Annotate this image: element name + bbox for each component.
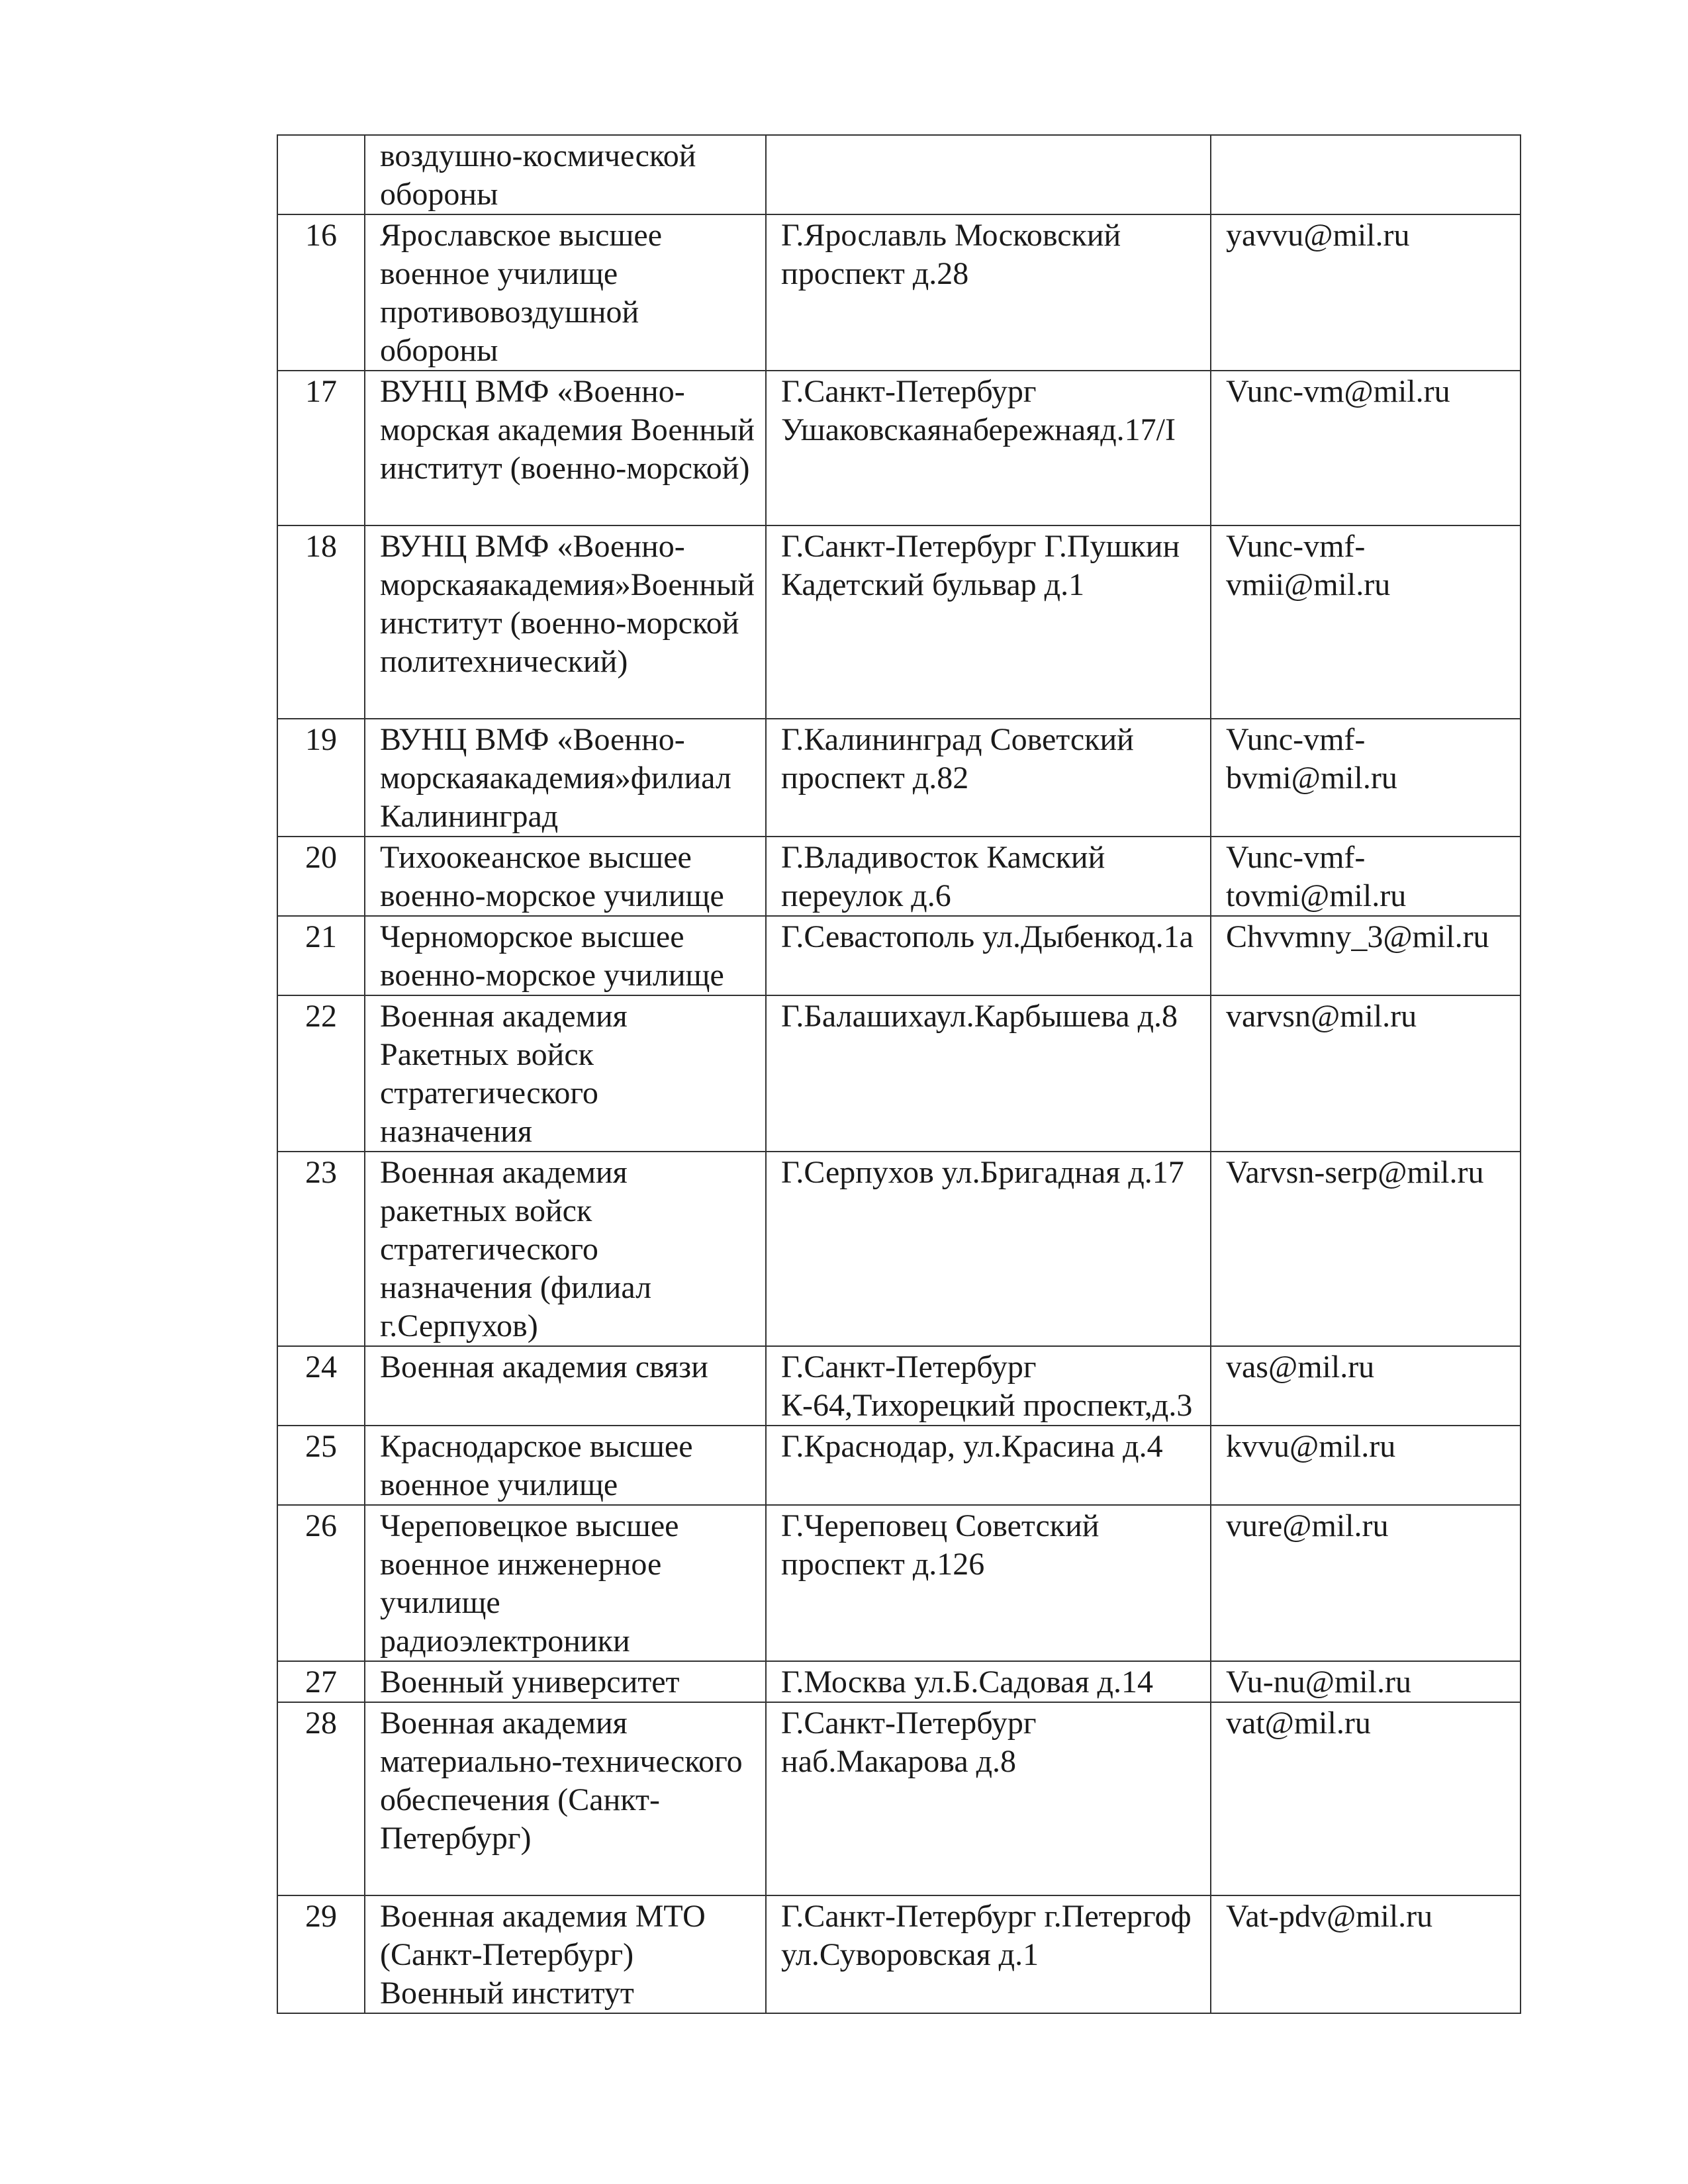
institution-address: Г.Владивосток Камский переулок д.6 [766, 837, 1211, 916]
institution-email: Vu-nu@mil.ru [1211, 1661, 1521, 1702]
institution-address: Г.Балашихаул.Карбышева д.8 [766, 995, 1211, 1152]
table-row [277, 719, 1521, 837]
institution-email [1211, 135, 1521, 214]
institution-address: Г.Санкт-Петербург Ушаковскаянабережнаяд.17/I [766, 371, 1211, 525]
institution-name: Военная академия ракетных войск стратегического назначения (филиал г.Серпухов) [365, 1152, 766, 1346]
table-row [277, 1152, 1521, 1346]
institution-address: Г.Санкт-Петербург К-64,Тихорецкий проспект,д.3 [766, 1346, 1211, 1426]
row-number: 17 [277, 371, 365, 525]
row-number: 25 [277, 1426, 365, 1505]
institution-email: vure@mil.ru [1211, 1505, 1521, 1661]
row-number: 18 [277, 525, 365, 719]
institution-address: Г.Ярославль Московский проспект д.28 [766, 214, 1211, 371]
table-row [277, 1661, 1521, 1702]
institution-name: Военная академия материально-технического обеспечения (Санкт-Петербург) [365, 1702, 766, 1895]
institution-name: Ярославское высшее военное училище противовоздушной обороны [365, 214, 766, 371]
institution-email: vat@mil.ru [1211, 1702, 1521, 1895]
institution-name: Тихоокеанское высшее военно-морское училище [365, 837, 766, 916]
institution-email: Vunc-vm@mil.ru [1211, 371, 1521, 525]
institution-name: Военная академия МТО (Санкт-Петербург) Военный институт [365, 1895, 766, 2013]
row-number [277, 135, 365, 214]
institution-address: Г.Краснодар, ул.Красина д.4 [766, 1426, 1211, 1505]
institution-name: ВУНЦ ВМФ «Военно-морскаяакадемия»Военный институт (военно-морской политехнический) [365, 525, 766, 719]
institution-address: Г.Череповец Советский проспект д.126 [766, 1505, 1211, 1661]
institution-name: Военная академия Ракетных войск стратегического назначения [365, 995, 766, 1152]
institution-name: Военный университет [365, 1661, 766, 1702]
institution-email: kvvu@mil.ru [1211, 1426, 1521, 1505]
table-row [277, 371, 1521, 525]
row-number: 22 [277, 995, 365, 1152]
table-row [277, 1895, 1521, 2013]
institution-name: ВУНЦ ВМФ «Военно-морскаяакадемия»филиал Калининград [365, 719, 766, 837]
table-row [277, 995, 1521, 1152]
institution-email: varvsn@mil.ru [1211, 995, 1521, 1152]
table-row [277, 1702, 1521, 1895]
institution-name: Череповецкое высшее военное инженерное училище радиоэлектроники [365, 1505, 766, 1661]
institution-email: Vunc-vmf-bvmi@mil.ru [1211, 719, 1521, 837]
institution-name: Военная академия связи [365, 1346, 766, 1426]
institution-address: Г.Санкт-Петербург г.Петергоф ул.Суворовская д.1 [766, 1895, 1211, 2013]
institution-email: yavvu@mil.ru [1211, 214, 1521, 371]
row-number: 16 [277, 214, 365, 371]
table-body [277, 135, 1521, 2013]
institution-name: Черноморское высшее военно-морское училище [365, 916, 766, 995]
institution-address: Г.Серпухов ул.Бригадная д.17 [766, 1152, 1211, 1346]
institution-address: Г.Севастополь ул.Дыбенкод.1а [766, 916, 1211, 995]
table-row [277, 135, 1521, 214]
institution-address [766, 135, 1211, 214]
table-row [277, 1346, 1521, 1426]
institution-address: Г.Москва ул.Б.Садовая д.14 [766, 1661, 1211, 1702]
row-number: 20 [277, 837, 365, 916]
table-row [277, 1505, 1521, 1661]
row-number: 19 [277, 719, 365, 837]
table-row [277, 837, 1521, 916]
institution-email: Vat-pdv@mil.ru [1211, 1895, 1521, 2013]
row-number: 29 [277, 1895, 365, 2013]
institution-email: Varvsn-serp@mil.ru [1211, 1152, 1521, 1346]
row-number: 21 [277, 916, 365, 995]
institution-email: Vunc-vmf-tovmi@mil.ru [1211, 837, 1521, 916]
table-row [277, 1426, 1521, 1505]
institution-name: Краснодарское высшее военное училище [365, 1426, 766, 1505]
table-row [277, 916, 1521, 995]
institution-address: Г.Калининград Советский проспект д.82 [766, 719, 1211, 837]
institution-email: vas@mil.ru [1211, 1346, 1521, 1426]
institution-address: Г.Санкт-Петербург Г.Пушкин Кадетский бульвар д.1 [766, 525, 1211, 719]
institution-name: ВУНЦ ВМФ «Военно-морская академия Военный институт (военно-морской) [365, 371, 766, 525]
institution-address: Г.Санкт-Петербург наб.Макарова д.8 [766, 1702, 1211, 1895]
row-number: 24 [277, 1346, 365, 1426]
institution-email: Vunc-vmf-vmii@mil.ru [1211, 525, 1521, 719]
row-number: 26 [277, 1505, 365, 1661]
institutions-table [277, 134, 1521, 2014]
row-number: 28 [277, 1702, 365, 1895]
table-row [277, 525, 1521, 719]
row-number: 27 [277, 1661, 365, 1702]
institution-name: воздушно-космической обороны [365, 135, 766, 214]
table-row [277, 214, 1521, 371]
institution-email: Chvvmny_3@mil.ru [1211, 916, 1521, 995]
row-number: 23 [277, 1152, 365, 1346]
